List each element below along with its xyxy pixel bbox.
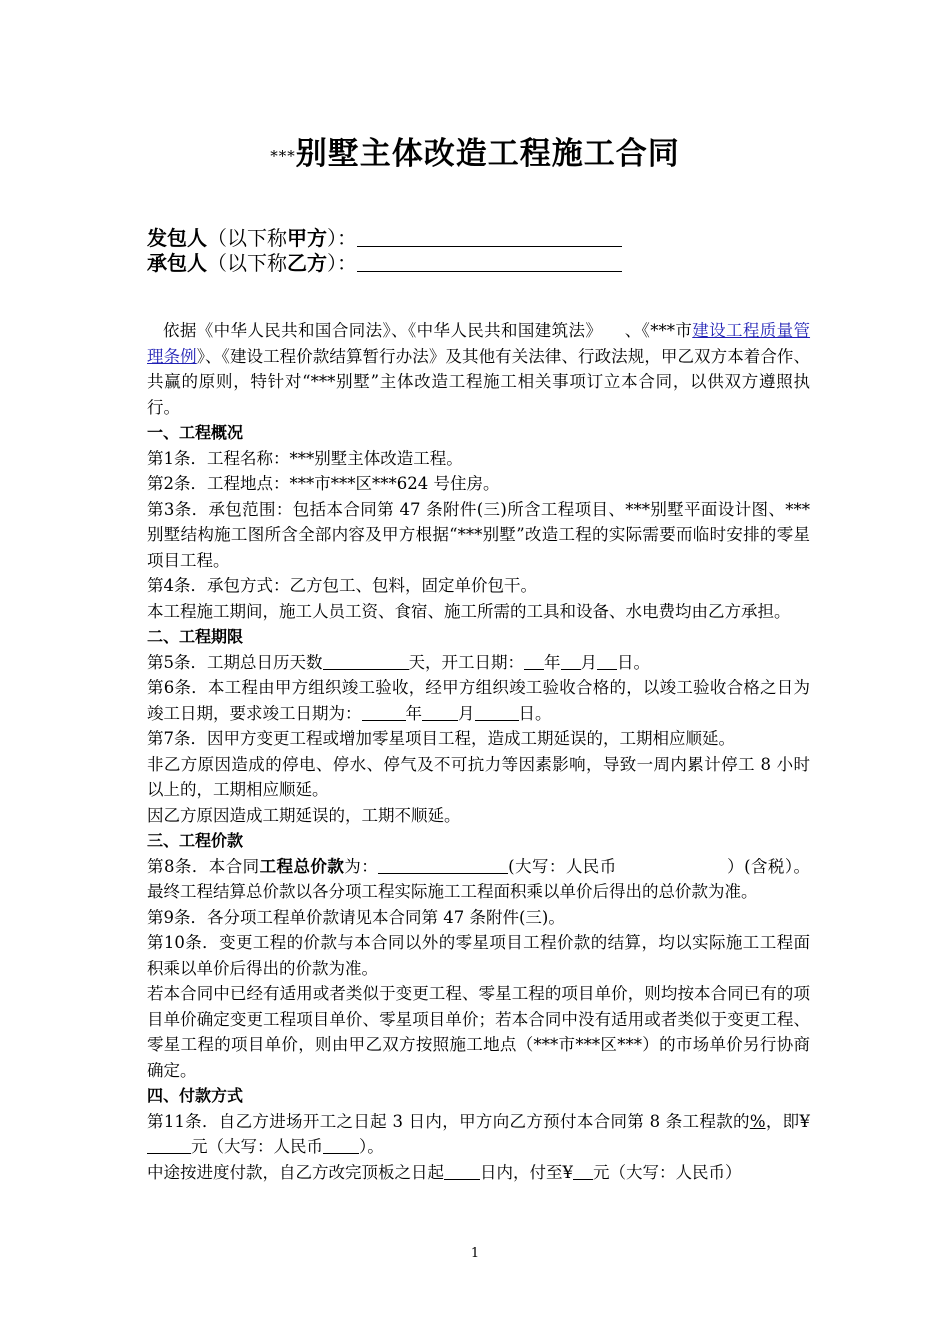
- article-11-note: 中途按进度付款，自乙方改完顶板之日起 日内，付至¥ 元（大写：人民币）: [147, 1162, 742, 1182]
- page-number: 1: [470, 1246, 480, 1261]
- article-7-note-2: 因乙方原因造成工期延误的，工期不顺延。: [147, 805, 461, 825]
- article-3: 第3条．承包范围：包括本合同第 47 条附件(三)所含工程项目、***别墅平面设计图、***别墅结构施工图所含全部内容及甲方根据“***别墅”改造工程的实际需要而临时安排的零星项目工程。: [147, 499, 810, 570]
- title-prefix: ***: [270, 147, 296, 165]
- article-1: 第1条．工程名称：***别墅主体改造工程。: [147, 448, 463, 468]
- section-heading-4: 四、付款方式: [147, 1086, 244, 1105]
- section-heading-3: 三、工程价款: [147, 831, 244, 850]
- contract-body: [147, 318, 810, 1185]
- article-4-note: 本工程施工期间，施工人员工资、食宿、施工所需的工具和设备、水电费均由乙方承担。: [147, 601, 791, 621]
- regulation-link[interactable]: 建设工程质量管理条例: [147, 321, 811, 366]
- article-10-note: 若本合同中已经有适用或者类似于变更工程、零星工程的项目单价，则均按本合同已有的项目单价确定变更工程项目单价、零星项目单价；若本合同中没有适用或者类似于变更工程、零星工程的项目单价，则由甲乙双方按照施工地点（***市***区***）的市场单价另行协商确定。: [147, 984, 810, 1080]
- party-b-line: 承包人（以下称乙方）：: [147, 251, 622, 275]
- intro-paragraph: 依据《中华人民共和国合同法》、《中华人民共和国建筑法》 、《***市建设工程质量管理条例》、《建设工程价款结算暂行办法》及其他有关法律、行政法规，甲乙双方本着合作、共赢的原则，特针对“***别墅”主体改造工程施工相关事项订立本合同，以供双方遵照执行。: [147, 321, 811, 417]
- article-6: 第6条．本工程由甲方组织竣工验收，经甲方组织竣工验收合格的，以竣工验收合格之日为竣工日期，要求竣工日期为： 年 月 日。: [147, 678, 810, 723]
- section-heading-2: 二、工程期限: [147, 627, 244, 646]
- article-7: 第7条．因甲方变更工程或增加零星项目工程，造成工期延误的，工期相应顺延。: [147, 729, 735, 748]
- party-a-line: 发包人（以下称甲方）：: [147, 226, 622, 250]
- article-9: 第9条．各分项工程单价款请见本合同第 47 条附件(三)。: [147, 907, 565, 927]
- article-10: 第10条．变更工程的价款与本合同以外的零星项目工程价款的结算，均以实际施工工程面积乘以单价后得出的价款为准。: [147, 933, 810, 978]
- article-7-note-1: 非乙方原因造成的停电、停水、停气及不可抗力等因素影响，导致一周内累计停工 8 小时以上的，工期相应顺延。: [147, 754, 810, 799]
- article-4: 第4条．承包方式：乙方包工、包料，固定单价包干。: [147, 576, 537, 595]
- article-5: 第5条．工期总日历天数 天，开工日期： 年 月 日。: [147, 652, 650, 672]
- party-b-blank: [357, 253, 622, 272]
- article-11: 第11条．自乙方进场开工之日起 3 日内，甲方向乙方预付本合同第 8 条工程款的%，即¥元（大写：人民币 ）。: [147, 1111, 810, 1156]
- title-main: 别墅主体改造工程施工合同: [295, 136, 680, 172]
- party-a-blank: [357, 228, 622, 247]
- article-8: 第8条．本合同工程总价款为： (大写：人民币 ）(含税）。 最终工程结算总价款以各分项工程实际施工工程面积乘以单价后得出的总价款为准。: [147, 856, 811, 901]
- article-2: 第2条．工程地点：***市***区***624 号住房。: [147, 474, 500, 493]
- contract-title: [0, 128, 950, 173]
- section-heading-1: 一、工程概况: [147, 423, 244, 442]
